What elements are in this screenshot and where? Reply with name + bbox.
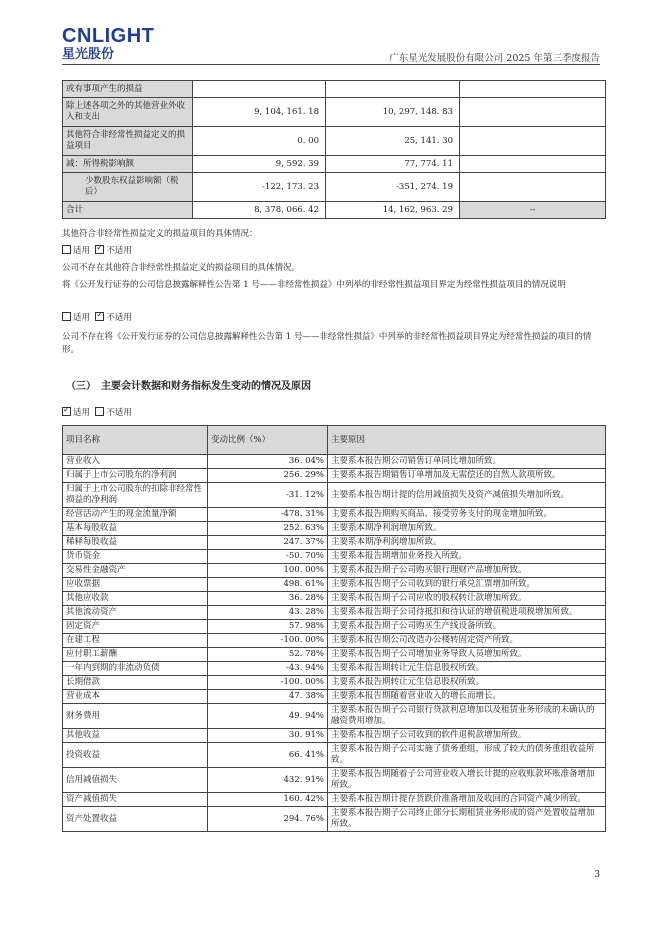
- change-ratio: -31. 12%: [208, 483, 328, 508]
- logo-subtitle: 星光股份: [62, 47, 115, 62]
- table-row: [63, 743, 606, 768]
- header-item-name: 项目名称: [63, 426, 208, 455]
- main-reason: 主要系本期净利润增加所致。: [328, 536, 606, 550]
- change-ratio: 49. 94%: [208, 704, 328, 729]
- table-row: [63, 455, 606, 469]
- row-label: 或有事项产生的损益: [63, 81, 193, 98]
- table-row: [63, 173, 606, 202]
- paragraph-no-classification: 公司不存在将《公开发行证券的公司信息披露解释性公告第 1 号——非经常性损益》中列举的非经常性损益项目界定为经常性损益的项目的情形。: [62, 332, 592, 355]
- note-cell: [460, 81, 606, 98]
- table-row: [63, 81, 606, 98]
- main-reason: 主要系本报告期子公司应收的股权转让款增加所致。: [328, 592, 606, 606]
- item-name: 信用减值损失: [63, 768, 208, 793]
- main-reason: 主要系本报告期子公司收到的银行承兑汇票增加所致。: [328, 578, 606, 592]
- change-ratio: 36. 04%: [208, 455, 328, 469]
- main-reason: 主要系本报告期子公司实施了债务重组，形成了较大的债务重组收益所致。: [328, 743, 606, 768]
- change-ratio: 247. 37%: [208, 536, 328, 550]
- current-period-value: 9, 104, 161. 18: [193, 98, 326, 127]
- main-reason: 主要系本报告期子公司银行贷款利息增加以及租赁业务形成的未确认的融资费用增加。: [328, 704, 606, 729]
- applicability-row-1: [62, 245, 607, 258]
- note-cell: [460, 98, 606, 127]
- row-label: 其他符合非经常性损益定义的损益项目: [63, 127, 193, 156]
- change-ratio: 432. 91%: [208, 768, 328, 793]
- table-row: [63, 662, 606, 676]
- row-label: 少数股东权益影响额（税后）: [63, 173, 193, 202]
- change-ratio: 52. 78%: [208, 648, 328, 662]
- main-reason: 主要系本报告期公司改造办公楼转固定资产所致。: [328, 634, 606, 648]
- ytd-value: 14, 162, 963. 29: [326, 202, 460, 219]
- table-header-row: [63, 426, 606, 455]
- note-cell: --: [460, 202, 606, 219]
- item-name: 其他应收款: [63, 592, 208, 606]
- change-ratio: -100. 00%: [208, 676, 328, 690]
- item-name: 一年内到期的非流动负债: [63, 662, 208, 676]
- ytd-value: 77, 774. 11: [326, 156, 460, 173]
- paragraph-no-other-items: 公司不存在其他符合非经常性损益定义的损益项目的具体情况。: [62, 263, 301, 273]
- current-period-value: 9, 592. 39: [193, 156, 326, 173]
- label-applicable: 适用: [73, 246, 91, 256]
- item-name: 财务费用: [63, 704, 208, 729]
- main-reason: 主要系本期净利润增加所致。: [328, 522, 606, 536]
- change-ratio: -50. 70%: [208, 550, 328, 564]
- header-change-ratio: 变动比例（%）: [208, 426, 328, 455]
- table-row: [63, 634, 606, 648]
- table-row: [63, 469, 606, 483]
- label-not-applicable: 不适用: [106, 246, 132, 256]
- table-row: [63, 483, 606, 508]
- paragraph-classification-explanation: 将《公开发行证券的公司信息披露解释性公告第 1 号——非经常性损益》中列举的非经常性损益项目界定为经常性损益项目的情况说明: [62, 280, 566, 290]
- main-reason: 主要系本报告期增加业务投入所致。: [328, 550, 606, 564]
- item-name: 其他收益: [63, 729, 208, 743]
- checkbox-not-applicable: [95, 245, 104, 254]
- table-row: [63, 793, 606, 807]
- main-reason: 主要系本报告期购买商品、接受劳务支付的现金增加所致。: [328, 508, 606, 522]
- main-reason: 主要系本报告期转让元生信息股权所致。: [328, 662, 606, 676]
- checkbox-not-applicable: [95, 407, 104, 416]
- item-name: 货币资金: [63, 550, 208, 564]
- table-row: [63, 704, 606, 729]
- applicability-row-2: [62, 312, 607, 325]
- note-cell: [460, 156, 606, 173]
- change-ratio: 47. 38%: [208, 690, 328, 704]
- label-applicable: 适用: [73, 408, 91, 418]
- ytd-value: 25, 141. 30: [326, 127, 460, 156]
- table-row: [63, 648, 606, 662]
- paragraph-other-items-title: 其他符合非经常性损益定义的损益项目的具体情况：: [62, 229, 258, 239]
- table-row: [63, 508, 606, 522]
- ytd-value: 10, 297, 148. 83: [326, 98, 460, 127]
- main-reason: 主要系本报告期转让元生信息股权所致。: [328, 676, 606, 690]
- table-row: [63, 578, 606, 592]
- item-name: 归属于上市公司股东的净利润: [63, 469, 208, 483]
- change-ratio: 43. 28%: [208, 606, 328, 620]
- row-label: 除上述各项之外的其他营业外收入和支出: [63, 98, 193, 127]
- label-applicable: 适用: [73, 313, 91, 323]
- logo-text: CNLIGHT: [62, 25, 155, 47]
- main-reason: 主要系本报告期公司销售订单同比增加所致。: [328, 455, 606, 469]
- row-label: 减：所得税影响额: [63, 156, 193, 173]
- main-reason: 主要系本报告期随着营业收入的增长而增长。: [328, 690, 606, 704]
- current-period-value: [193, 81, 326, 98]
- item-name: 固定资产: [63, 620, 208, 634]
- main-reason: 主要系本报告期子公司购买银行理财产品增加所致。: [328, 564, 606, 578]
- table-row: [63, 98, 606, 127]
- change-ratio: 36. 28%: [208, 592, 328, 606]
- table-row: [63, 690, 606, 704]
- table-row: [63, 729, 606, 743]
- item-name: 资产处置收益: [63, 807, 208, 832]
- main-reason: 主要系本报告期子公司待抵扣和待认证的增值税进项税增加所致。: [328, 606, 606, 620]
- company-logo: [62, 26, 154, 63]
- changes-table: [62, 425, 606, 832]
- main-reason: 主要系本报告期子公司增加业务导致人员增加所致。: [328, 648, 606, 662]
- item-name: 经营活动产生的现金流量净额: [63, 508, 208, 522]
- main-reason: 主要系本报告期随着子公司营业收入增长计提的应收账款坏账准备增加所致。: [328, 768, 606, 793]
- current-period-value: -122, 173. 23: [193, 173, 326, 202]
- table-row: [63, 202, 606, 219]
- current-period-value: 0. 00: [193, 127, 326, 156]
- item-name: 在建工程: [63, 634, 208, 648]
- change-ratio: -100. 00%: [208, 634, 328, 648]
- change-ratio: -43. 94%: [208, 662, 328, 676]
- change-ratio: 57. 98%: [208, 620, 328, 634]
- item-name: 投资收益: [63, 743, 208, 768]
- section-heading: （三） 主要会计数据和财务指标发生变动的情况及原因: [66, 381, 311, 392]
- header-divider: [62, 64, 600, 65]
- change-ratio: 100. 00%: [208, 564, 328, 578]
- item-name: 应付职工薪酬: [63, 648, 208, 662]
- checkbox-applicable: [62, 312, 71, 321]
- change-ratio: 30. 91%: [208, 729, 328, 743]
- change-ratio: 498. 61%: [208, 578, 328, 592]
- table-row: [63, 156, 606, 173]
- item-name: 归属于上市公司股东的扣除非经常性损益的净利润: [63, 483, 208, 508]
- item-name: 基本每股收益: [63, 522, 208, 536]
- table-row: [63, 522, 606, 536]
- table-row: [63, 768, 606, 793]
- report-title: 广东星光发展股份有限公司 2025 年第三季度报告: [389, 53, 600, 64]
- change-ratio: -478. 31%: [208, 508, 328, 522]
- item-name: 营业成本: [63, 690, 208, 704]
- change-ratio: 66. 41%: [208, 743, 328, 768]
- main-reason: 主要系本报告期子公司购买生产线设备所致。: [328, 620, 606, 634]
- main-reason: 主要系本报告期子公司收到的软件退税款增加所致。: [328, 729, 606, 743]
- main-reason: 主要系本报告期计提的信用减值损失及资产减值损失增加所致。: [328, 483, 606, 508]
- table-row: [63, 592, 606, 606]
- change-ratio: 252. 63%: [208, 522, 328, 536]
- table-row: [63, 676, 606, 690]
- applicability-row-3: [62, 407, 607, 420]
- checkbox-applicable: [62, 245, 71, 254]
- item-name: 资产减值损失: [63, 793, 208, 807]
- change-ratio: 294. 76%: [208, 807, 328, 832]
- item-name: 交易性金融资产: [63, 564, 208, 578]
- checkbox-applicable: [62, 407, 71, 416]
- change-ratio: 256. 29%: [208, 469, 328, 483]
- table-row: [63, 807, 606, 832]
- main-reason: 主要系本报告期子公司终止部分长期租赁业务形成的资产处置收益增加所致。: [328, 807, 606, 832]
- page-number: 3: [594, 870, 600, 880]
- table-row: [63, 127, 606, 156]
- current-period-value: 8, 378, 066. 42: [193, 202, 326, 219]
- change-ratio: 160. 42%: [208, 793, 328, 807]
- label-not-applicable: 不适用: [106, 408, 132, 418]
- item-name: 营业收入: [63, 455, 208, 469]
- label-not-applicable: 不适用: [106, 313, 132, 323]
- table-row: [63, 606, 606, 620]
- header-main-reason: 主要原因: [328, 426, 606, 455]
- table-row: [63, 536, 606, 550]
- table-row: [63, 550, 606, 564]
- checkbox-not-applicable: [95, 312, 104, 321]
- row-label: 合计: [63, 202, 193, 219]
- note-cell: [460, 173, 606, 202]
- item-name: 长期借款: [63, 676, 208, 690]
- main-reason: 主要系本报告期销售订单增加及无需偿还的自然人款项所致。: [328, 469, 606, 483]
- ytd-value: -351, 274. 19: [326, 173, 460, 202]
- table-row: [63, 620, 606, 634]
- item-name: 应收票据: [63, 578, 208, 592]
- item-name: 其他流动资产: [63, 606, 208, 620]
- item-name: 稀释每股收益: [63, 536, 208, 550]
- table-row: [63, 564, 606, 578]
- note-cell: [460, 127, 606, 156]
- non-recurring-gains-table: [62, 80, 606, 219]
- main-reason: 主要系本报告期计提存货跌价准备增加及收回的合同资产减少所致。: [328, 793, 606, 807]
- ytd-value: [326, 81, 460, 98]
